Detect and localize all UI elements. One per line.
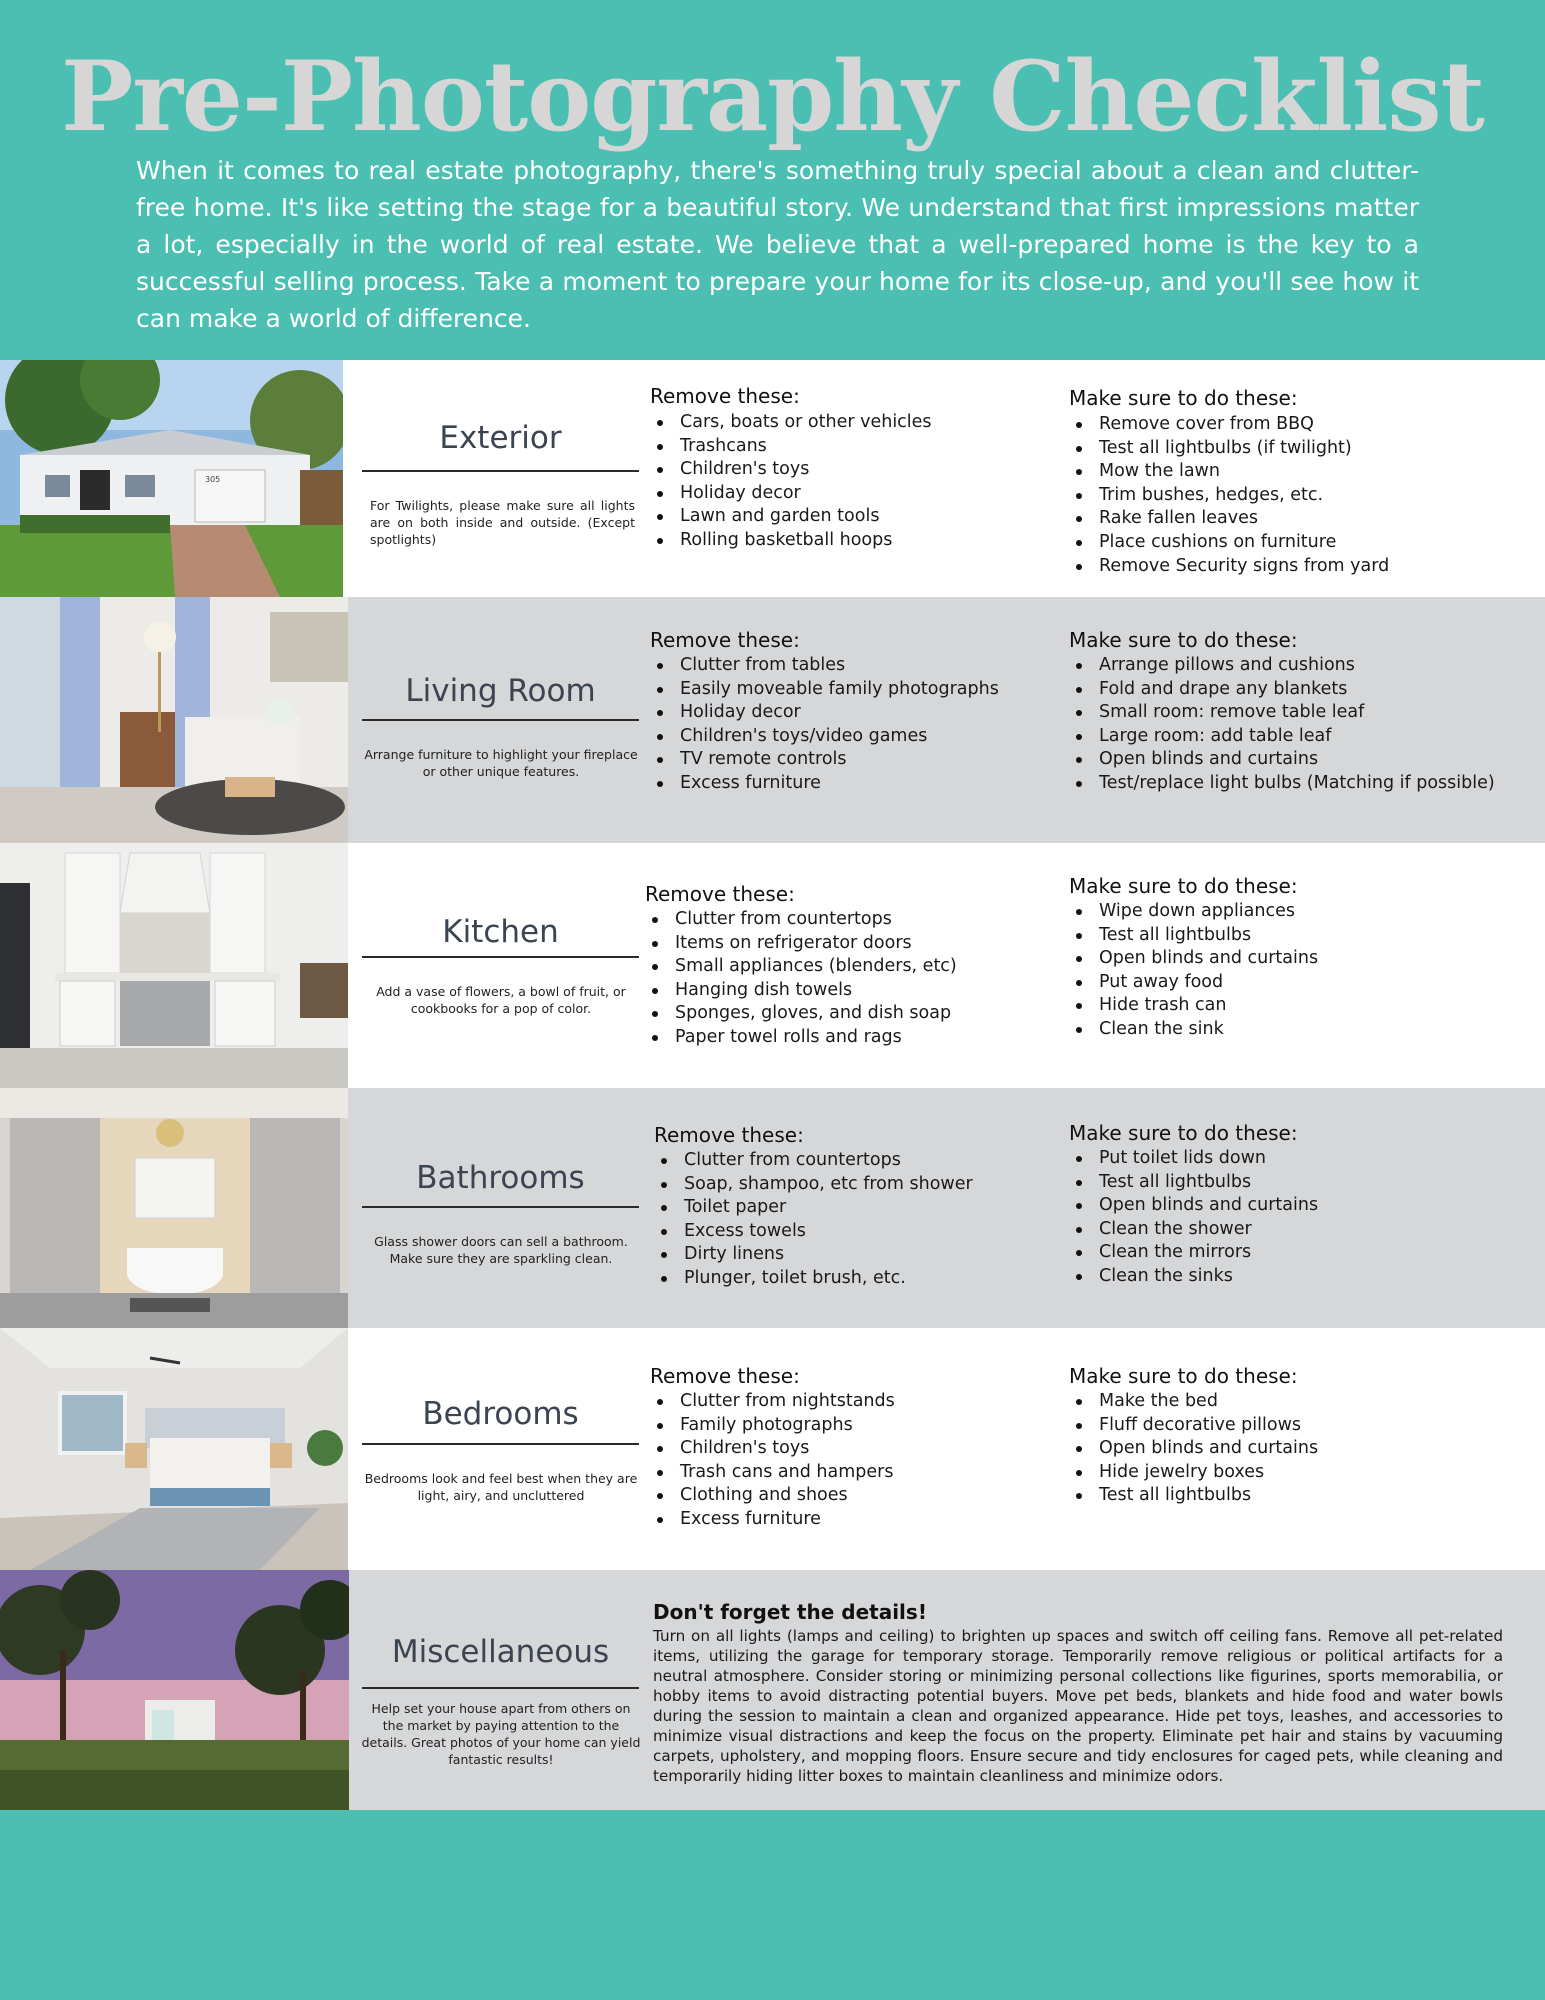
list-item: Paper towel rolls and rags [645, 1026, 957, 1050]
details-heading: Don't forget the details! [653, 1600, 927, 1624]
kitchen-do-list [1069, 900, 1318, 1042]
bathrooms-title: Bathrooms [416, 1160, 585, 1196]
footer-band [0, 1810, 1545, 2000]
exterior-rule [362, 470, 639, 472]
bedrooms-remove-list [650, 1390, 895, 1532]
bedrooms-remove-head: Remove these: [650, 1364, 800, 1388]
list-item: Test all lightbulbs [1069, 1484, 1318, 1508]
list-item: Family photographs [650, 1414, 895, 1438]
list-item: Soap, shampoo, etc from shower [654, 1173, 973, 1197]
list-item: Easily moveable family photographs [650, 678, 999, 702]
kitchen-photo [0, 843, 348, 1088]
miscellaneous-title: Miscellaneous [391, 1634, 610, 1670]
exterior-remove-list [650, 411, 932, 553]
living-room-note: Arrange furniture to highlight your fireplace or other unique features. [364, 747, 638, 779]
list-item: Open blinds and curtains [1069, 1437, 1318, 1461]
miscellaneous-rule [362, 1687, 639, 1689]
list-item: Open blinds and curtains [1069, 1194, 1318, 1218]
list-item: Excess furniture [650, 772, 999, 796]
list-item: Toilet paper [654, 1196, 973, 1220]
list-item: Trashcans [650, 435, 932, 459]
list-item: Remove cover from BBQ [1069, 413, 1389, 437]
list-item: TV remote controls [650, 748, 999, 772]
miscellaneous-photo [0, 1570, 349, 1810]
header [0, 0, 1545, 360]
list-item: Excess furniture [650, 1508, 895, 1532]
list-item: Excess towels [654, 1220, 973, 1244]
bathrooms-do-head: Make sure to do these: [1069, 1121, 1298, 1145]
section-miscellaneous [0, 1570, 1545, 1810]
living-do-list [1069, 654, 1495, 796]
living-room-photo [0, 597, 348, 843]
kitchen-rule [362, 956, 639, 958]
bathrooms-remove-list [654, 1149, 973, 1291]
bedrooms-do-list [1069, 1390, 1318, 1508]
list-item: Clutter from nightstands [650, 1390, 895, 1414]
list-item: Put toilet lids down [1069, 1147, 1318, 1171]
list-item: Trash cans and hampers [650, 1461, 895, 1485]
list-item: Hanging dish towels [645, 979, 957, 1003]
list-item: Test all lightbulbs (if twilight) [1069, 437, 1389, 461]
bedrooms-photo [0, 1328, 348, 1570]
exterior-do-head: Make sure to do these: [1069, 386, 1298, 410]
list-item: Test/replace light bulbs (Matching if possible) [1069, 772, 1495, 796]
list-item: Rolling basketball hoops [650, 529, 932, 553]
list-item: Children's toys/video games [650, 725, 999, 749]
kitchen-note: Add a vase of flowers, a bowl of fruit, or cookbooks for a pop of color. [376, 984, 626, 1016]
list-item: Arrange pillows and cushions [1069, 654, 1495, 678]
bathrooms-note: Glass shower doors can sell a bathroom. Make sure they are sparkling clean. [374, 1234, 628, 1266]
section-bathrooms [0, 1088, 1545, 1328]
bathrooms-rule [362, 1206, 639, 1208]
kitchen-do-head: Make sure to do these: [1069, 874, 1298, 898]
living-room-rule [362, 719, 639, 721]
section-kitchen [0, 843, 1545, 1088]
list-item: Children's toys [650, 1437, 895, 1461]
kitchen-remove-head: Remove these: [645, 882, 795, 906]
details-paragraph: Turn on all lights (lamps and ceiling) to brighten up spaces and switch off ceiling fans. Remove all pet-related items, utilizing the garage for temporary storage. Temporarily remove religious or political artifacts for a neutral atmosphere. Consider storing or minimizing personal collections like figurines, sports memorabilia, or hobby items to avoid distracting potential buyers. Move pet beds, blankets and hide food and water bowls during the session to maintain a clean and organized appearance. Hide pet toys, leashes, and accessories to minimize visual distractions and keep the focus on the property. Eliminate pet hair and stains by vacuuming carpets, upholstery, and mopping floors. Ensure secure and tidy enclosures for caged pets, while cleaning and temporarily hiding litter boxes to maintain cleanliness and minimize odors. [653, 1627, 1503, 1785]
list-item: Rake fallen leaves [1069, 507, 1389, 531]
bedrooms-note: Bedrooms look and feel best when they are light, airy, and uncluttered [364, 1471, 638, 1503]
list-item: Holiday decor [650, 701, 999, 725]
living-remove-list [650, 654, 999, 796]
list-item: Fluff decorative pillows [1069, 1414, 1318, 1438]
bathrooms-remove-head: Remove these: [654, 1123, 804, 1147]
list-item: Open blinds and curtains [1069, 748, 1495, 772]
exterior-remove-head: Remove these: [650, 384, 800, 408]
list-item: Clutter from countertops [645, 908, 957, 932]
bedrooms-title: Bedrooms [422, 1396, 579, 1432]
miscellaneous-note: Help set your house apart from others on the market by paying attention to the details. Great photos of your home can yield fantastic results! [361, 1701, 641, 1767]
list-item: Put away food [1069, 971, 1318, 995]
house-number: 305 [205, 475, 221, 484]
list-item: Test all lightbulbs [1069, 1171, 1318, 1195]
list-item: Clean the sink [1069, 1018, 1318, 1042]
list-item: Clutter from countertops [654, 1149, 973, 1173]
list-item: Open blinds and curtains [1069, 947, 1318, 971]
living-remove-head: Remove these: [650, 628, 800, 652]
intro-paragraph: When it comes to real estate photography, there's something truly special about a clean and clutter-free home. It's like setting the stage for a beautiful story. We understand that first impressions matter a lot, especially in the world of real estate. We believe that a well-prepared home is the key to a successful selling process. Take a moment to prepare your home for its close-up, and you'll see how it can make a world of difference. [136, 156, 1419, 333]
list-item: Hide jewelry boxes [1069, 1461, 1318, 1485]
list-item: Trim bushes, hedges, etc. [1069, 484, 1389, 508]
list-item: Clean the mirrors [1069, 1241, 1318, 1265]
bathrooms-do-list [1069, 1147, 1318, 1289]
section-living-room [0, 597, 1545, 843]
bedrooms-do-head: Make sure to do these: [1069, 1364, 1298, 1388]
list-item: Large room: add table leaf [1069, 725, 1495, 749]
kitchen-title: Kitchen [442, 914, 559, 950]
living-do-head: Make sure to do these: [1069, 628, 1298, 652]
page-title: Pre-Photography Checklist [61, 40, 1484, 153]
list-item: Wipe down appliances [1069, 900, 1318, 924]
list-item: Small appliances (blenders, etc) [645, 955, 957, 979]
list-item: Hide trash can [1069, 994, 1318, 1018]
list-item: Make the bed [1069, 1390, 1318, 1414]
list-item: Cars, boats or other vehicles [650, 411, 932, 435]
list-item: Plunger, toilet brush, etc. [654, 1267, 973, 1291]
list-item: Test all lightbulbs [1069, 924, 1318, 948]
living-room-title: Living Room [405, 673, 596, 709]
list-item: Items on refrigerator doors [645, 932, 957, 956]
list-item: Remove Security signs from yard [1069, 555, 1389, 579]
exterior-photo [0, 360, 343, 597]
list-item: Mow the lawn [1069, 460, 1389, 484]
list-item: Clutter from tables [650, 654, 999, 678]
list-item: Clean the sinks [1069, 1265, 1318, 1289]
list-item: Holiday decor [650, 482, 932, 506]
list-item: Dirty linens [654, 1243, 973, 1267]
section-bedrooms [0, 1328, 1545, 1570]
kitchen-remove-list [645, 908, 957, 1050]
list-item: Sponges, gloves, and dish soap [645, 1002, 957, 1026]
exterior-do-list [1069, 413, 1389, 578]
bathrooms-photo [0, 1088, 348, 1328]
list-item: Clean the shower [1069, 1218, 1318, 1242]
exterior-note: For Twilights, please make sure all lights are on both inside and outside. (Except spotlights) [370, 498, 635, 547]
exterior-title: Exterior [439, 420, 562, 456]
section-exterior [0, 360, 1545, 597]
list-item: Fold and drape any blankets [1069, 678, 1495, 702]
list-item: Lawn and garden tools [650, 505, 932, 529]
list-item: Small room: remove table leaf [1069, 701, 1495, 725]
bedrooms-rule [362, 1443, 639, 1445]
list-item: Clothing and shoes [650, 1484, 895, 1508]
list-item: Place cushions on furniture [1069, 531, 1389, 555]
list-item: Children's toys [650, 458, 932, 482]
